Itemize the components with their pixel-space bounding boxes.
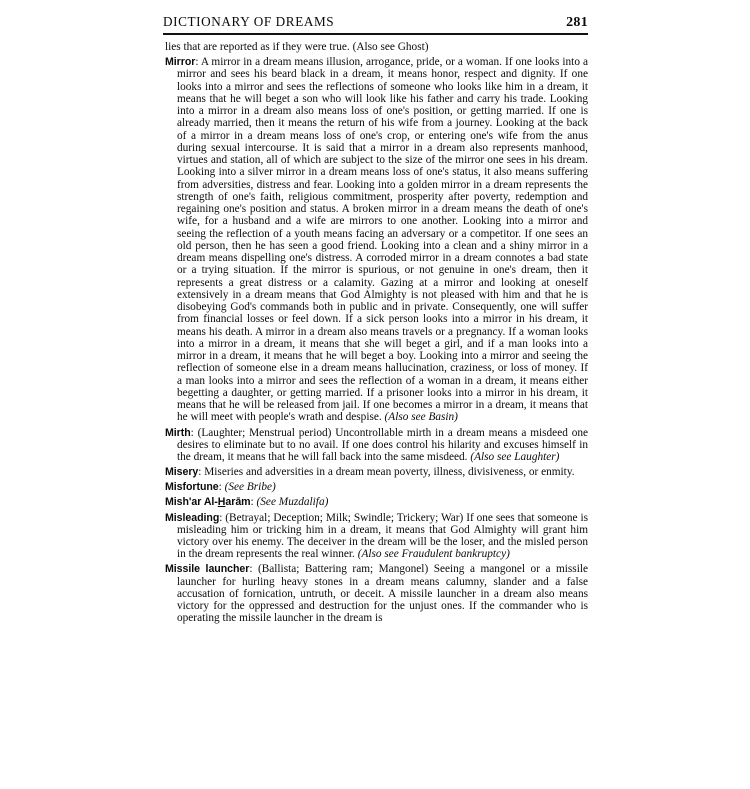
entry-cross-reference: (See Muzdalifa) — [256, 496, 329, 509]
entry-cross-reference: (Also see Laughter) — [470, 451, 560, 464]
entry-headword: Mirror — [165, 56, 196, 69]
entry-text: Miseries and adversities in a dream mean poverty, illness, divisiveness, or enmity. — [204, 466, 575, 479]
dictionary-entry-missile-launcher — [165, 563, 588, 624]
entry-cross-reference: (See Bribe) — [224, 481, 276, 494]
entry-separator: : — [218, 481, 225, 494]
header-rule — [163, 33, 588, 35]
carryover-line: lies that are reported as if they were true. (Also see Ghost) — [165, 41, 429, 53]
dictionary-entry-mirror — [165, 56, 588, 424]
entry-headword: Misleading — [165, 511, 220, 524]
entry-separator: : — [250, 496, 257, 509]
entry-headword: Misery — [165, 466, 199, 479]
entry-headword: Missile launcher — [165, 563, 250, 576]
dictionary-entry-misleading — [165, 512, 588, 561]
page-number: 281 — [566, 15, 588, 30]
entry-cross-reference: (Also see Basin) — [384, 411, 458, 424]
entry-headword: Misfortune — [165, 481, 219, 494]
entry-separator: : — [249, 563, 258, 576]
running-head-title: DICTIONARY OF DREAMS — [163, 14, 335, 29]
entry-headword — [165, 496, 251, 508]
entry-separator: : — [190, 426, 198, 439]
entry-separator: : — [195, 56, 201, 69]
running-head — [163, 14, 588, 31]
entry-headword-suffix: arām — [225, 496, 251, 509]
entry-text: A mirror in a dream means illusion, arrogance, pride, or a woman. If one looks into a mirror and sees his beard black in a dream, it means honor, respect and dignity. If one looks into a mirror and sees the reflections of someone who looks like him in a dream, it means that he will beget a son who will look like his father and carry his trade. Looking into a mirror in a dream also means loss of one's position, or getting married. If one is already married, then it means the return of his wife from a journey. Looking at the back of a mirror in a dream means loss of one's crop, or entering one's wife from the anus during sexual intercourse. It is said that a mirror in a dream also represents manhood, virtues and station, all of which are subject to the size of the mirror one sees in his dream. Looking into a silver mirror in a dream means loss of one's status, it also means suffering from adversities, distress and fear. Looking into a golden mirror in a dream represents the strength of one's faith, religious commitment, prosperity after poverty, redemption and regaining one's position and status. A broken mirror in a dream means the death of one's wife, for a husband and a wife are mirrors to one another. Looking into a mirror and seeing the reflection of a youth means facing an adversary or a competitor. If one sees an old person, then he has seen a good friend. Looking into a clean and a shiny mirror in a dream means dispelling one's distress. A corroded mirror in a dream connotes a bad state or a trying situation. If the mirror is spurious, or not genuine in one's dream, then it represents a great distress or a calamity. Gazing at a mirror and looking at oneself extensively in a dream means that God Almighty is not pleased with him and that he is disobeying God's commands both in public and in private. Consequently, one will suffer from financial losses or feel down. If a sick person looks into a mirror in his dream, it means his death. A mirror in a dream also means travels or a pregnancy. If a woman looks into a mirror in a dream, it means that she will beget a girl, and if a man looks into a mirror in a dream, it means that he will beget a boy. Looking into a mirror and seeing the reflection of someone else in a dream means hallucination, craziness, or loss of money. If a man looks into a mirror and sees the reflection of a woman in a dream, it means either begetting a daughter, or getting married. If a prisoner looks into a mirror in his dream, it means that he will be released from jail. If one becomes a mirror in a dream, it means that he will meet with people's wrath and despise. — [177, 56, 589, 424]
entry-headword-prefix: Mish'ar Al- — [165, 496, 218, 509]
dictionary-entry-misfortune — [165, 481, 588, 493]
entry-headword-dotted-letter: H — [217, 496, 226, 509]
entry-cross-reference: (Also see Fraudulent bankruptcy) — [357, 548, 510, 561]
dictionary-entry-misery — [165, 466, 588, 478]
entry-headword: Mirth — [165, 426, 191, 439]
entry-text: (Laughter; Menstrual period) Uncontrollable mirth in a dream means a misdeed one desires to eliminate but to no avail. If one does control his hilarity and excuses himself in the dream, it means that he will fall back into the same misdeed. — [177, 426, 589, 464]
dictionary-entry-mishar-al-haram — [165, 496, 588, 508]
dictionary-entry-mirth — [165, 427, 588, 464]
entry-text: (Betrayal; Deception; Milk; Swindle; Trickery; War) If one sees that someone is misleading him or tricking him in a dream, it means that God Almighty will grant him victory over his enemy. The deceiver in the dream will be the loser, and the misled person in the dream represents the real winner. — [177, 511, 589, 561]
text-column — [165, 41, 588, 625]
entry-separator: : — [198, 466, 205, 479]
entry-text: (Ballista; Battering ram; Mangonel) Seeing a mangonel or a missile launcher for hurling heavy stones in a dream means calumny, slander and a false accusation of fornication, untruth, or deceit. A missile launcher in a dream also means victory for the oppressed and destruction for the unjust ones. If the commander who is operating the missile launcher in the dream is — [177, 563, 588, 625]
entry-separator: : — [219, 511, 226, 524]
